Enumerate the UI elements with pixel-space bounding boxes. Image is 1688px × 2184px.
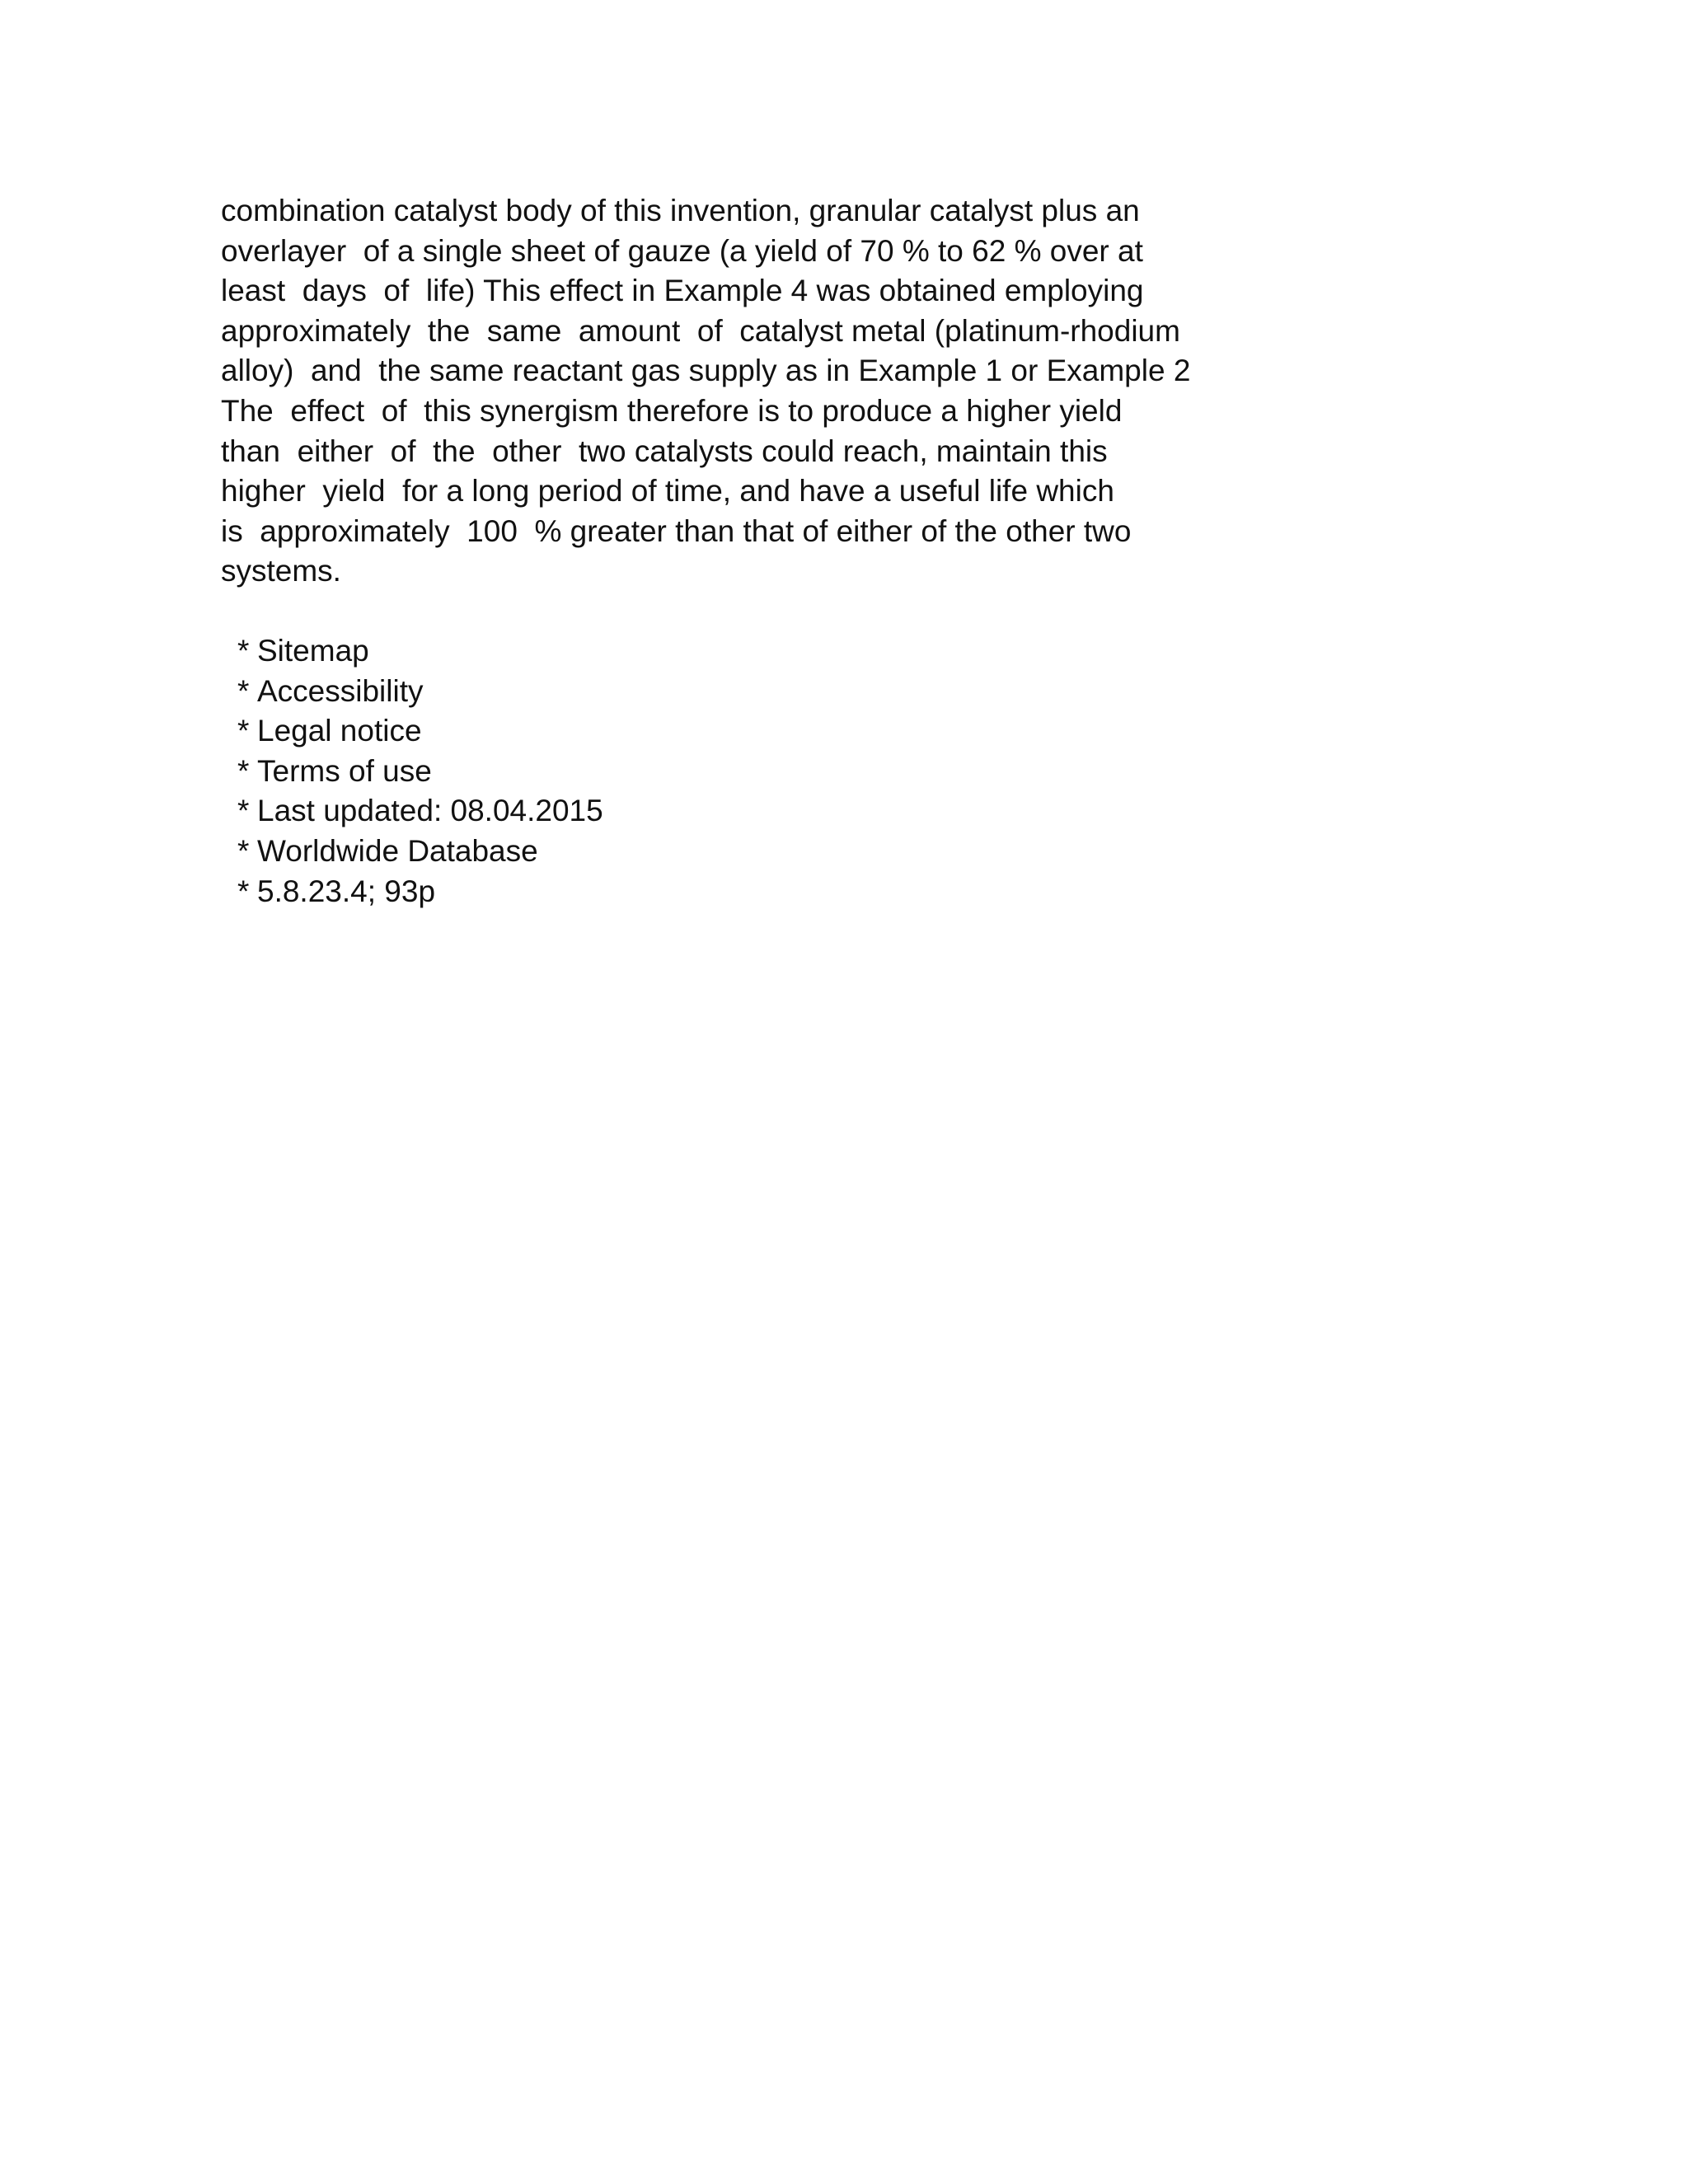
- bullet-marker: *: [237, 753, 250, 788]
- footer-link-label[interactable]: Legal notice: [257, 714, 422, 748]
- footer-item-accessibility[interactable]: [237, 672, 1259, 712]
- bullet-marker: *: [237, 714, 250, 748]
- footer-link-label[interactable]: Worldwide Database: [257, 833, 538, 868]
- paragraph-line: approximately the same amount of catalyst metal (platinum-rhodium: [221, 313, 1180, 348]
- paragraph-line: higher yield for a long period of time, and have a useful life which: [221, 474, 1114, 509]
- paragraph-line: alloy) and the same reactant gas supply as in Example 1 or Example 2: [221, 354, 1191, 388]
- footer-item-terms-of-use[interactable]: [237, 752, 1259, 792]
- bullet-marker: *: [237, 833, 250, 868]
- bullet-marker: *: [237, 794, 250, 828]
- paragraph-line: than either of the other two catalysts could reach, maintain this: [221, 434, 1108, 468]
- bullet-marker: *: [237, 673, 250, 708]
- last-updated-text: Last updated: 08.04.2015: [257, 794, 603, 828]
- bullet-marker: *: [237, 633, 250, 668]
- footer-item-legal-notice[interactable]: [237, 711, 1259, 752]
- body-paragraph: [221, 191, 1259, 592]
- footer-item-sitemap[interactable]: [237, 631, 1259, 672]
- paragraph-line: overlayer of a single sheet of gauze (a yield of 70 % to 62 % over at: [221, 233, 1143, 268]
- footer-item-version: [237, 872, 1259, 912]
- footer-item-worldwide-database[interactable]: [237, 832, 1259, 872]
- version-text: 5.8.23.4; 93p: [257, 874, 436, 908]
- footer-item-last-updated: [237, 791, 1259, 832]
- footer-links: [221, 631, 1259, 912]
- paragraph-line: combination catalyst body of this invention, granular catalyst plus an: [221, 194, 1140, 227]
- bullet-marker: *: [237, 874, 250, 908]
- document-page: [221, 191, 1259, 912]
- footer-link-label[interactable]: Terms of use: [257, 753, 432, 788]
- footer-link-label[interactable]: Accessibility: [257, 673, 424, 708]
- paragraph-line: is approximately 100 % greater than that of either of the other two: [221, 513, 1132, 548]
- paragraph-line: The effect of this synergism therefore is to produce a higher yield: [221, 393, 1123, 428]
- footer-link-label[interactable]: Sitemap: [257, 633, 369, 668]
- paragraph-line: systems.: [221, 554, 341, 588]
- paragraph-line: least days of life) This effect in Example 4 was obtained employing: [221, 274, 1144, 308]
